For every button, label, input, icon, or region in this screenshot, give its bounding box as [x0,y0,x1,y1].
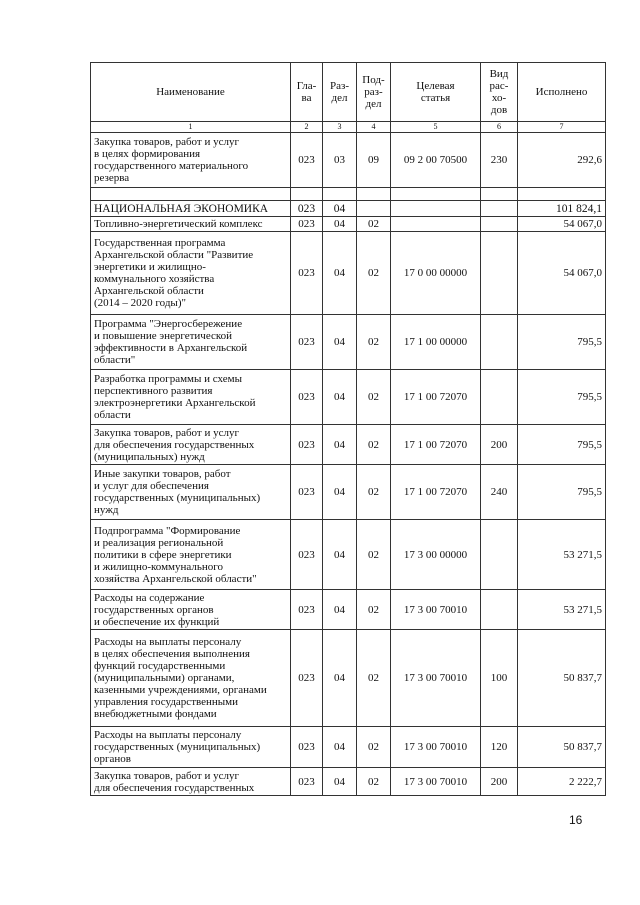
row-podrazdel: 02 [357,768,391,796]
row-target: 17 0 00 00000 [391,232,481,315]
row-podrazdel: 02 [357,370,391,425]
row-razdel: 04 [323,630,357,727]
row-target: 17 3 00 70010 [391,727,481,768]
row-target [391,188,481,201]
row-target: 17 1 00 72070 [391,425,481,465]
row-target: 17 1 00 72070 [391,465,481,520]
row-name: Программа "Энергосбережение и повышение энергетической эффективности в Архангельской области" [91,315,291,370]
page-number: 16 [569,813,583,827]
row-vid [481,370,518,425]
row-podrazdel [357,201,391,217]
row-razdel: 04 [323,465,357,520]
row-name: Государственная программа Архангельской области "Развитие энергетики и жилищно- коммунального хозяйства Архангельской области (2014 – 2020 годы)" [91,232,291,315]
row-razdel: 04 [323,727,357,768]
row-target: 17 1 00 72070 [391,370,481,425]
header-glava: Гла- ва [291,63,323,122]
table-row [91,590,606,630]
row-podrazdel: 02 [357,232,391,315]
row-amount: 795,5 [518,370,606,425]
row-vid: 200 [481,768,518,796]
row-razdel: 04 [323,370,357,425]
row-amount: 795,5 [518,425,606,465]
row-podrazdel: 02 [357,425,391,465]
header-podrazdel: Под- раз- дел [357,63,391,122]
row-name: Расходы на выплаты персоналу государственных (муниципальных) органов [91,727,291,768]
row-vid: 240 [481,465,518,520]
row-vid: 230 [481,133,518,188]
column-numbers-row [91,122,606,133]
row-target: 17 3 00 00000 [391,520,481,590]
row-name: Закупка товаров, работ и услуг для обеспечения государственных [91,768,291,796]
table-row [91,315,606,370]
table-row [91,201,606,217]
row-razdel: 04 [323,232,357,315]
row-razdel: 04 [323,590,357,630]
table-row [91,465,606,520]
row-vid [481,201,518,217]
column-number: 2 [291,122,323,133]
table-row [91,133,606,188]
row-target: 17 3 00 70010 [391,590,481,630]
row-name: НАЦИОНАЛЬНАЯ ЭКОНОМИКА [91,201,291,217]
row-podrazdel [357,188,391,201]
column-number: 6 [481,122,518,133]
row-amount: 54 067,0 [518,217,606,232]
header-vid: Вид рас- хо- дов [481,63,518,122]
column-number: 3 [323,122,357,133]
table-row [91,370,606,425]
row-glava: 023 [291,217,323,232]
row-amount: 292,6 [518,133,606,188]
row-target: 17 3 00 70010 [391,630,481,727]
row-podrazdel: 02 [357,727,391,768]
column-number: 1 [91,122,291,133]
row-amount: 795,5 [518,315,606,370]
row-amount: 53 271,5 [518,520,606,590]
column-number: 4 [357,122,391,133]
row-name: Топливно-энергетический комплекс [91,217,291,232]
row-target [391,217,481,232]
row-podrazdel: 02 [357,315,391,370]
row-glava: 023 [291,727,323,768]
header-name: Наименование [91,63,291,122]
row-glava: 023 [291,201,323,217]
column-number: 5 [391,122,481,133]
row-razdel: 04 [323,520,357,590]
budget-table [90,62,606,796]
table-row [91,188,606,201]
row-vid: 120 [481,727,518,768]
table-row [91,727,606,768]
row-vid [481,217,518,232]
column-number: 7 [518,122,606,133]
table-row [91,630,606,727]
row-razdel: 04 [323,217,357,232]
row-target: 17 1 00 00000 [391,315,481,370]
row-amount: 101 824,1 [518,201,606,217]
row-vid [481,232,518,315]
header-target: Целевая статья [391,63,481,122]
row-glava: 023 [291,590,323,630]
row-glava: 023 [291,630,323,727]
row-amount: 50 837,7 [518,630,606,727]
row-target [391,201,481,217]
row-amount: 795,5 [518,465,606,520]
row-vid [481,188,518,201]
header-razdel: Раз- дел [323,63,357,122]
table-row [91,520,606,590]
row-glava: 023 [291,465,323,520]
row-glava: 023 [291,425,323,465]
row-razdel: 04 [323,425,357,465]
row-glava: 023 [291,520,323,590]
table-row [91,425,606,465]
row-name: Подпрограмма "Формирование и реализация региональной политики в сфере энергетики и жилищно-коммунального хозяйства Архангельской области" [91,520,291,590]
row-vid: 200 [481,425,518,465]
row-razdel: 04 [323,315,357,370]
row-amount [518,188,606,201]
row-glava: 023 [291,315,323,370]
row-name: Закупка товаров, работ и услуг для обеспечения государственных (муниципальных) нужд [91,425,291,465]
row-name [91,188,291,201]
row-amount: 50 837,7 [518,727,606,768]
header-executed: Исполнено [518,63,606,122]
row-target: 17 3 00 70010 [391,768,481,796]
row-name: Расходы на выплаты персоналу в целях обеспечения выполнения функций государственными (муниципальными) органами, казенными учреждениями, органами управления государственными внебюджетными фондами [91,630,291,727]
row-amount: 54 067,0 [518,232,606,315]
row-name: Иные закупки товаров, работ и услуг для обеспечения государственных (муниципальных) нужд [91,465,291,520]
row-podrazdel: 02 [357,590,391,630]
row-vid [481,520,518,590]
row-glava [291,188,323,201]
row-vid [481,315,518,370]
table-row [91,217,606,232]
row-glava: 023 [291,370,323,425]
table-row [91,768,606,796]
row-target: 09 2 00 70500 [391,133,481,188]
row-razdel: 03 [323,133,357,188]
row-glava: 023 [291,133,323,188]
row-podrazdel: 09 [357,133,391,188]
row-razdel: 04 [323,201,357,217]
row-podrazdel: 02 [357,217,391,232]
row-name: Расходы на содержание государственных органов и обеспечение их функций [91,590,291,630]
row-podrazdel: 02 [357,520,391,590]
row-vid: 100 [481,630,518,727]
table-row [91,232,606,315]
row-name: Закупка товаров, работ и услуг в целях формирования государственного материального резерва [91,133,291,188]
row-amount: 53 271,5 [518,590,606,630]
row-razdel [323,188,357,201]
row-amount: 2 222,7 [518,768,606,796]
row-name: Разработка программы и схемы перспективного развития электроэнергетики Архангельской области [91,370,291,425]
row-podrazdel: 02 [357,630,391,727]
row-vid [481,590,518,630]
row-glava: 023 [291,232,323,315]
row-podrazdel: 02 [357,465,391,520]
row-glava: 023 [291,768,323,796]
row-razdel: 04 [323,768,357,796]
